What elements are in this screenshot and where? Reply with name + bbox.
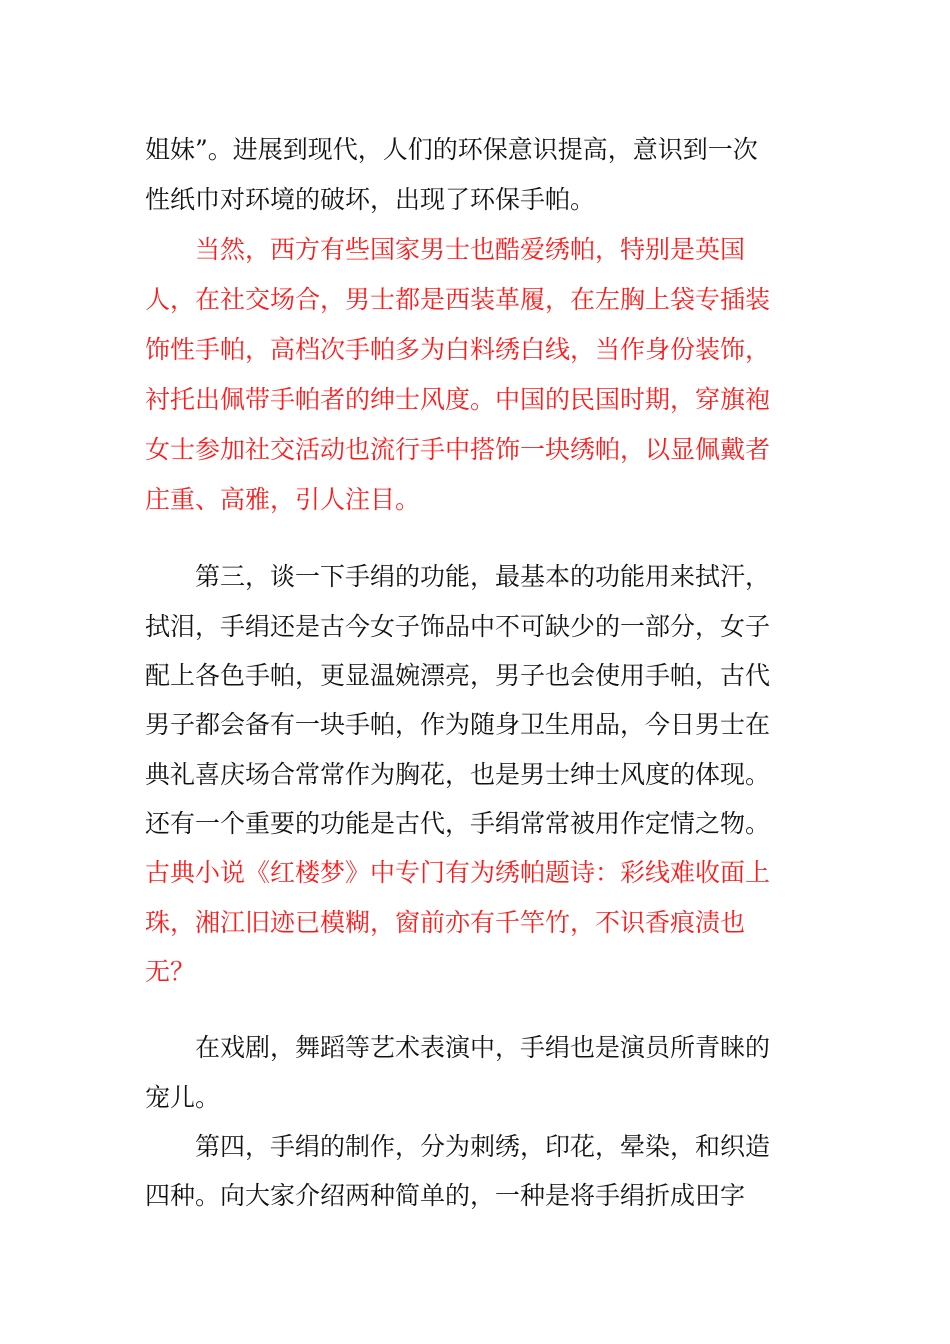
paragraph-5-line-2: 四种。向大家介绍两种简单的，一种是将手绢折成田字 [145, 1181, 746, 1210]
paragraph-3-line-3: 配上各色手帕，更显温婉漂亮，男子也会使用手帕，古代 [145, 661, 771, 690]
paragraph-3-line-6: 还有一个重要的功能是古代，手绢常常被用作定情之物。 [145, 809, 771, 838]
paragraph-3-line-9: 无？ [145, 957, 196, 986]
paragraph-3-line-7: 古典小说《红楼梦》中专门有为绣帕题诗：彩线难收面上 [145, 858, 771, 887]
paragraph-2-line-6: 庄重、高雅，引人注目。 [145, 485, 421, 514]
paragraph-2-line-4: 衬托出佩带手帕者的绅士风度。中国的民国时期，穿旗袍 [145, 385, 771, 414]
paragraph-3-line-4: 男子都会备有一块手帕，作为随身卫生用品，今日男士在 [145, 710, 771, 739]
paragraph-1-line-1: 姐妹”。进展到现代，人们的环保意识提高，意识到一次 [145, 135, 758, 164]
paragraph-3-line-1: 第三，谈一下手绢的功能，最基本的功能用来拭汗， [195, 562, 771, 591]
paragraph-2-line-3: 饰性手帕，高档次手帕多为白料绣白线，当作身份装饰， [145, 335, 771, 364]
paragraph-3-line-8: 珠，湘江旧迹已模糊，窗前亦有千竿竹，不识香痕渍也 [145, 908, 746, 937]
paragraph-3-line-2: 拭泪，手绢还是古今女子饰品中不可缺少的一部分，女子 [145, 612, 771, 641]
paragraph-4-line-2: 宠儿。 [145, 1083, 221, 1112]
paragraph-1-line-2: 性纸巾对环境的破坏，出现了环保手帕。 [145, 185, 596, 214]
paragraph-3-line-5: 典礼喜庆场合常常作为胸花，也是男士绅士风度的体现。 [145, 760, 771, 789]
paragraph-2-line-2: 人，在社交场合，男士都是西装革履，在左胸上袋专插装 [145, 285, 771, 314]
paragraph-2-line-1: 当然，西方有些国家男士也酷爱绣帕，特别是英国 [195, 235, 746, 264]
paragraph-5-line-1: 第四，手绢的制作，分为刺绣，印花，晕染，和织造 [195, 1132, 771, 1161]
paragraph-2-line-5: 女士参加社交活动也流行手中搭饰一块绣帕，以显佩戴者 [145, 435, 771, 464]
paragraph-4-line-1: 在戏剧，舞蹈等艺术表演中，手绢也是演员所青睐的 [195, 1033, 771, 1062]
